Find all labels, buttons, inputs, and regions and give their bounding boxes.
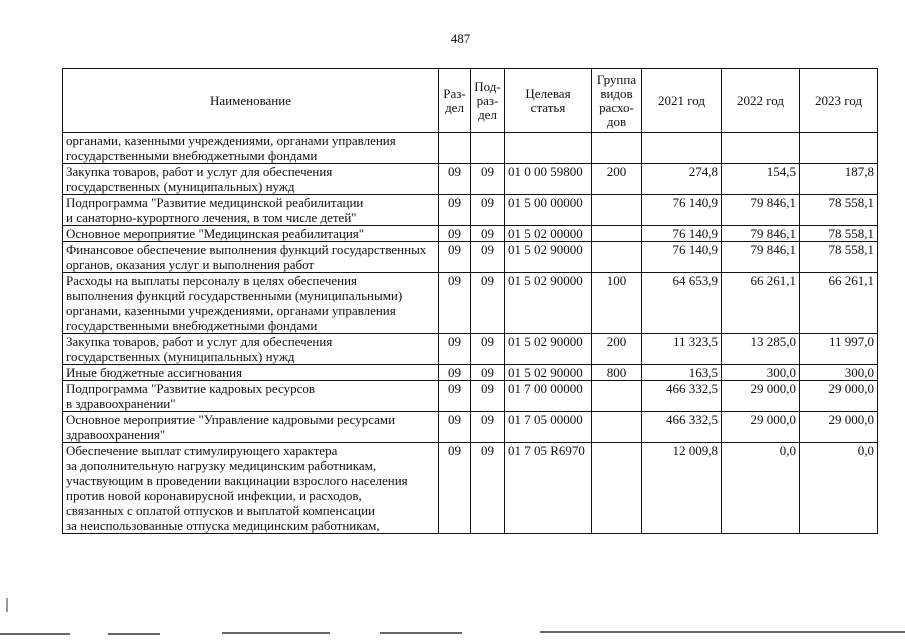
- row-name: Основное мероприятие "Медицинская реабилитация": [63, 226, 439, 242]
- page-number: 487: [450, 31, 471, 46]
- row-value-2023: 29 000,0: [800, 381, 878, 412]
- table-row: [63, 381, 878, 412]
- row-razdel: 09: [439, 381, 471, 412]
- row-value-2022: 13 285,0: [722, 334, 800, 365]
- row-expense-group: 100: [592, 273, 642, 334]
- row-value-2021: 76 140,9: [642, 226, 722, 242]
- row-value-2022: 66 261,1: [722, 273, 800, 334]
- header-2023: 2023 год: [800, 69, 878, 133]
- row-target-article: 01 7 00 00000: [505, 381, 592, 412]
- budget-table: [62, 68, 878, 534]
- table-row: [63, 133, 878, 164]
- table-row: [63, 443, 878, 534]
- row-value-2021: 64 653,9: [642, 273, 722, 334]
- row-value-2021: 12 009,8: [642, 443, 722, 534]
- row-value-2023: 187,8: [800, 164, 878, 195]
- row-target-article: 01 5 02 00000: [505, 226, 592, 242]
- row-value-2022: 0,0: [722, 443, 800, 534]
- row-target-article: 01 5 02 90000: [505, 365, 592, 381]
- row-razdel: [439, 133, 471, 164]
- row-name: Расходы на выплаты персоналу в целях обеспечения выполнения функций государственными (муниципальными) органами, казенными учреждениями, органами управления государственными внебюджетными фондами: [63, 273, 439, 334]
- row-podrazdel: 09: [471, 443, 505, 534]
- row-podrazdel: 09: [471, 226, 505, 242]
- row-value-2023: [800, 133, 878, 164]
- row-expense-group: [592, 133, 642, 164]
- row-podrazdel: 09: [471, 273, 505, 334]
- row-value-2021: 163,5: [642, 365, 722, 381]
- row-razdel: 09: [439, 226, 471, 242]
- row-name: Подпрограмма "Развитие медицинской реабилитации и санаторно-курортного лечения, в том числе детей": [63, 195, 439, 226]
- table-row: [63, 334, 878, 365]
- row-expense-group: 800: [592, 365, 642, 381]
- row-podrazdel: 09: [471, 412, 505, 443]
- row-podrazdel: 09: [471, 365, 505, 381]
- table-row: [63, 365, 878, 381]
- header-expense-group: Группа видов расхо- дов: [592, 69, 642, 133]
- row-name: органами, казенными учреждениями, органами управления государственными внебюджетными фондами: [63, 133, 439, 164]
- row-expense-group: 200: [592, 164, 642, 195]
- row-name: Основное мероприятие "Управление кадровыми ресурсами здравоохранения": [63, 412, 439, 443]
- table-row: [63, 164, 878, 195]
- row-expense-group: [592, 226, 642, 242]
- row-razdel: 09: [439, 443, 471, 534]
- row-value-2023: 300,0: [800, 365, 878, 381]
- row-value-2022: 300,0: [722, 365, 800, 381]
- row-podrazdel: 09: [471, 334, 505, 365]
- row-target-article: 01 7 05 00000: [505, 412, 592, 443]
- row-podrazdel: 09: [471, 195, 505, 226]
- row-value-2021: 466 332,5: [642, 412, 722, 443]
- table-row: [63, 412, 878, 443]
- row-name: Закупка товаров, работ и услуг для обеспечения государственных (муниципальных) нужд: [63, 334, 439, 365]
- row-target-article: 01 0 00 59800: [505, 164, 592, 195]
- header-razdel: Раз- дел: [439, 69, 471, 133]
- row-value-2023: 78 558,1: [800, 226, 878, 242]
- row-value-2022: 79 846,1: [722, 226, 800, 242]
- header-2022: 2022 год: [722, 69, 800, 133]
- row-expense-group: 200: [592, 334, 642, 365]
- row-value-2022: 154,5: [722, 164, 800, 195]
- row-expense-group: [592, 381, 642, 412]
- row-razdel: 09: [439, 365, 471, 381]
- row-value-2022: [722, 133, 800, 164]
- table-row: [63, 226, 878, 242]
- row-target-article: 01 7 05 R6970: [505, 443, 592, 534]
- row-name: Иные бюджетные ассигнования: [63, 365, 439, 381]
- row-value-2023: 29 000,0: [800, 412, 878, 443]
- row-expense-group: [592, 443, 642, 534]
- row-target-article: 01 5 02 90000: [505, 334, 592, 365]
- row-razdel: 09: [439, 273, 471, 334]
- row-value-2021: 11 323,5: [642, 334, 722, 365]
- row-value-2021: 76 140,9: [642, 195, 722, 226]
- header-name: Наименование: [63, 69, 439, 133]
- row-value-2022: 79 846,1: [722, 242, 800, 273]
- row-razdel: 09: [439, 412, 471, 443]
- table-row: [63, 273, 878, 334]
- row-name: Закупка товаров, работ и услуг для обеспечения государственных (муниципальных) нужд: [63, 164, 439, 195]
- row-razdel: 09: [439, 242, 471, 273]
- row-value-2022: 29 000,0: [722, 381, 800, 412]
- row-razdel: 09: [439, 164, 471, 195]
- row-name: Финансовое обеспечение выполнения функций государственных органов, оказания услуг и выполнения работ: [63, 242, 439, 273]
- header-target-article: Целевая статья: [505, 69, 592, 133]
- row-razdel: 09: [439, 334, 471, 365]
- row-podrazdel: 09: [471, 164, 505, 195]
- table-row: [63, 195, 878, 226]
- row-expense-group: [592, 242, 642, 273]
- row-name: Обеспечение выплат стимулирующего характера за дополнительную нагрузку медицинским работникам, участвующим в проведении вакцинации взрослого населения против новой коронавирусной инфекции, и расходов, связанных с оплатой отпусков и выплатой компенсации за неиспользованные отпуска медицинским работникам,: [63, 443, 439, 534]
- header-2021: 2021 год: [642, 69, 722, 133]
- row-podrazdel: 09: [471, 242, 505, 273]
- row-expense-group: [592, 195, 642, 226]
- row-target-article: 01 5 02 90000: [505, 273, 592, 334]
- row-value-2021: 274,8: [642, 164, 722, 195]
- row-value-2023: 0,0: [800, 443, 878, 534]
- row-target-article: 01 5 02 90000: [505, 242, 592, 273]
- row-value-2022: 29 000,0: [722, 412, 800, 443]
- row-razdel: 09: [439, 195, 471, 226]
- row-target-article: [505, 133, 592, 164]
- row-podrazdel: [471, 133, 505, 164]
- row-value-2023: 78 558,1: [800, 242, 878, 273]
- row-value-2021: 466 332,5: [642, 381, 722, 412]
- row-expense-group: [592, 412, 642, 443]
- header-podrazdel: Под- раз- дел: [471, 69, 505, 133]
- row-value-2022: 79 846,1: [722, 195, 800, 226]
- row-value-2023: 66 261,1: [800, 273, 878, 334]
- row-value-2021: 76 140,9: [642, 242, 722, 273]
- row-value-2023: 11 997,0: [800, 334, 878, 365]
- table-body: [63, 133, 878, 534]
- row-value-2021: [642, 133, 722, 164]
- row-target-article: 01 5 00 00000: [505, 195, 592, 226]
- row-podrazdel: 09: [471, 381, 505, 412]
- table-row: [63, 242, 878, 273]
- row-value-2023: 78 558,1: [800, 195, 878, 226]
- header-row: [63, 69, 878, 133]
- row-name: Подпрограмма "Развитие кадровых ресурсов в здравоохранении": [63, 381, 439, 412]
